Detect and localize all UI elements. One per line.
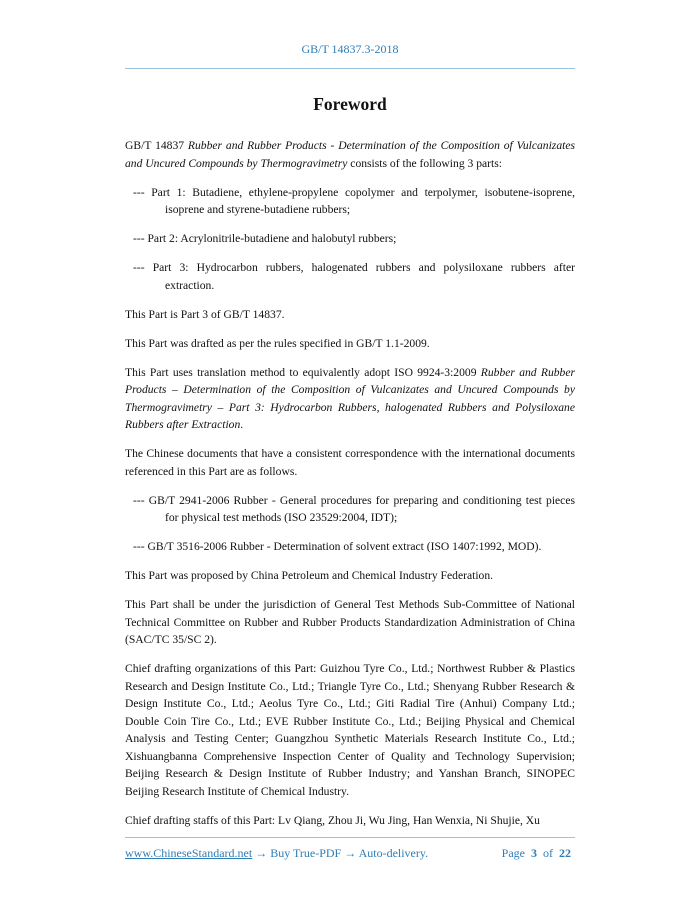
text: This Part uses translation method to equivalently adopt ISO 9924-3:2009: [125, 365, 481, 379]
paragraph: This Part is Part 3 of GB/T 14837.: [125, 307, 285, 321]
current-page: 3: [531, 846, 537, 860]
adoption-paragraph: [125, 364, 575, 434]
text: .: [240, 418, 244, 431]
standard-title: Rubber and Rubber Products - Determination of the Composition of Vulcanizates and Uncured Compounds by Thermogravimetry: [125, 139, 575, 170]
page-title: Foreword: [313, 94, 387, 114]
page-number: [502, 846, 571, 861]
list-item-part-2: --- Part 2: Acrylonitrile-butadiene and halobutyl rubbers;: [133, 232, 397, 245]
paragraph: Chief drafting staffs of this Part: Lv Qiang, Zhou Ji, Wu Jing, Han Wenxia, Ni Shujie, Xu: [125, 813, 540, 827]
paragraph: This Part was proposed by China Petroleum and Chemical Industry Federation.: [125, 569, 494, 582]
document-body: [125, 137, 575, 837]
header-rule: [125, 68, 575, 69]
iso-title: Rubber and Rubber Products – Determination of the Composition of Vulcanizates and Uncured Compounds by Thermogravimetry – Part 3: Hydrocarbon Rubbers, halogenated Rubbers and Polysiloxane Rubbers after Extraction: [125, 365, 575, 431]
paragraph: Chief drafting organizations of this Part: Guizhou Tyre Co., Ltd.; Northwest Rubber & Plastics Research and Design Institute Co., Ltd.; Triangle Tyre Co., Ltd.; Shenyang Rubber Research & Design Institute Co., Ltd.; Aeolus Tyre Co., Ltd.; Giti Radial Tire (Anhui) Company Ltd.; Double Coin Tire Co., Ltd.; EVE Rubber Institute Co., Ltd.; Beijing Physical and Chemical Analysis and Testing Center; Guangzhou Synthetic Materials Research Institute Co., Ltd.; Xishuangbanna Comprehensive Inspection Center of Quality and Technology Supervision; Beijing Research & Design Institute of Rubber Industry; and Yanshan Branch, SINOPEC Beijing Research Institute of Chemical Industry.: [125, 662, 575, 798]
of-label: of: [543, 846, 553, 860]
list-item-reference: --- GB/T 3516-2006 Rubber - Determination of solvent extract (ISO 1407:1992, MOD).: [133, 540, 542, 553]
paragraph: This Part shall be under the jurisdiction of General Test Methods Sub-Committee of National Technical Committee on Rubber and Rubber Products Standardization Administration of China (SAC/TC 35/SC 2).: [125, 598, 575, 646]
intro-paragraph: [125, 137, 575, 172]
footer-text: → Buy True-PDF → Auto-delivery.: [252, 846, 429, 860]
paragraph: This Part was drafted as per the rules specified in GB/T 1.1-2009.: [125, 336, 430, 350]
text: consists of the following 3 parts:: [347, 156, 502, 170]
running-header: GB/T 14837.3-2018: [301, 42, 399, 56]
paragraph: The Chinese documents that have a consistent correspondence with the international documents referenced in this Part are as follows.: [125, 447, 575, 478]
list-item-part-3: --- Part 3: Hydrocarbon rubbers, halogenated rubbers and polysiloxane rubbers after extraction.: [133, 261, 575, 292]
text: GB/T 14837: [125, 139, 188, 152]
website-link[interactable]: www.ChineseStandard.net: [125, 846, 253, 860]
footer: [125, 846, 575, 861]
list-item-part-1: --- Part 1: Butadiene, ethylene-propylene copolymer and terpolymer, isobutene-isoprene, isoprene and styrene-butadiene rubbers;: [133, 185, 575, 216]
total-pages: 22: [559, 846, 571, 860]
page-label: Page: [501, 846, 525, 860]
list-item-reference: --- GB/T 2941-2006 Rubber - General procedures for preparing and conditioning test pieces for physical test methods (ISO 23529:2004, IDT);: [133, 493, 575, 524]
footer-rule: [125, 837, 575, 838]
